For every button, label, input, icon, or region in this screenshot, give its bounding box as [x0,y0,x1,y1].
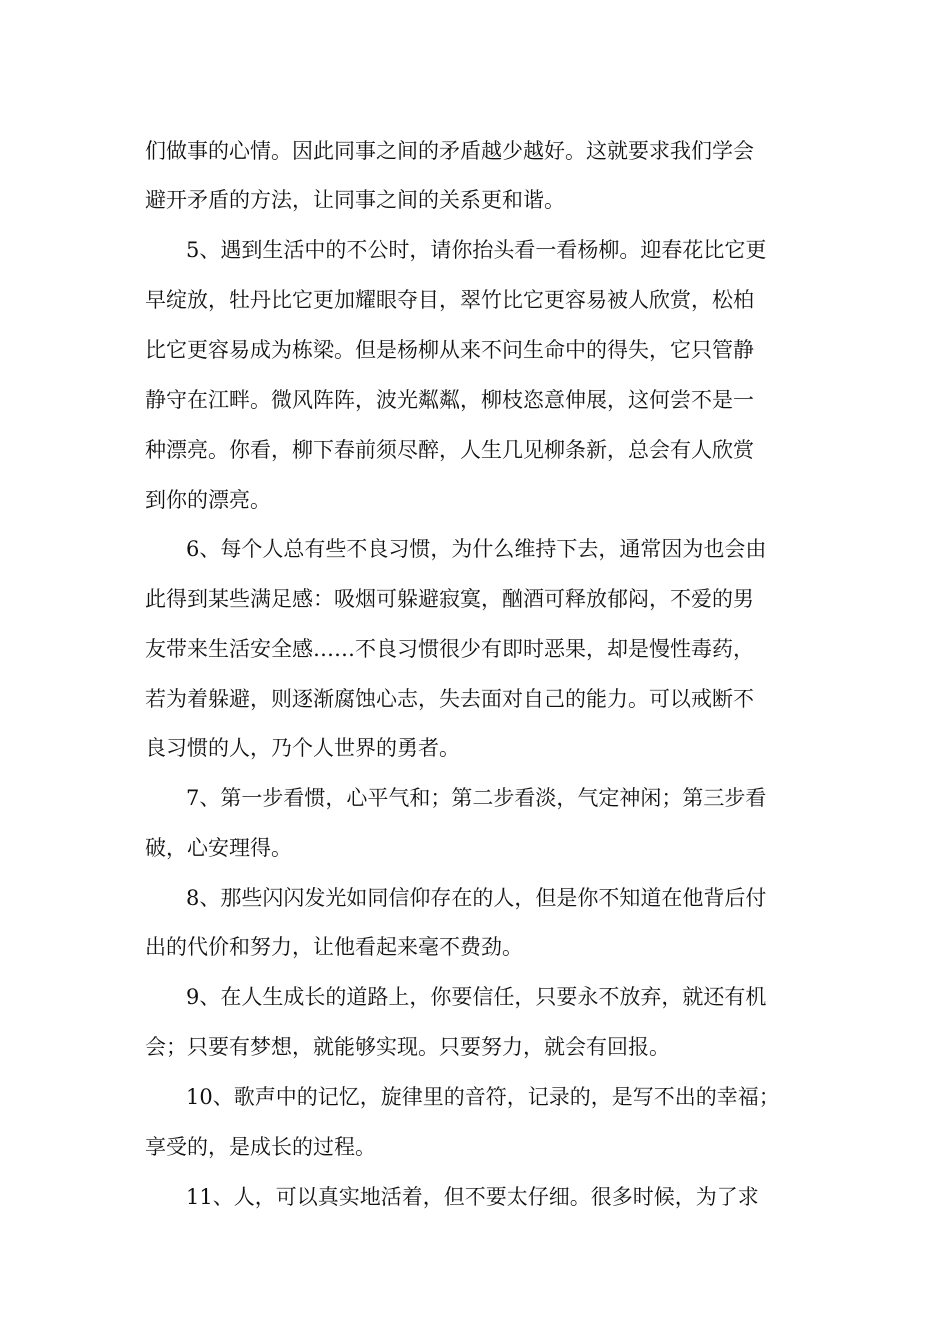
paragraph-5-line: 5、遇到生活中的不公时，请你抬头看一看杨柳。迎春花比它更 [186,238,767,262]
text-line: 会；只要有梦想，就能够实现。只要努力，就会有回报。 [145,1035,670,1059]
text-line: 种漂亮。你看，柳下春前须尽醉，人生几见柳条新，总会有人欣赏 [145,438,754,462]
text-line: 友带来生活安全感……不良习惯很少有即时恶果，却是慢性毒药， [145,637,754,661]
text-line: 破，心安理得。 [145,836,292,860]
text-line: 若为着躲避，则逐渐腐蚀心志，失去面对自己的能力。可以戒断不 [145,687,754,711]
paragraph-9-line: 9、在人生成长的道路上，你要信任，只要永不放弃，就还有机 [186,985,767,1009]
paragraph-6-line: 6、每个人总有些不良习惯，为什么维持下去，通常因为也会由 [186,537,767,561]
text-line: 此得到某些满足感：吸烟可躲避寂寞，酗酒可释放郁闷，不爱的男 [145,587,754,611]
text-line: 享受的，是成长的过程。 [145,1135,376,1159]
text-line: 比它更容易成为栋梁。但是杨柳从来不问生命中的得失，它只管静 [145,338,754,362]
paragraph-7-line: 7、第一步看惯，心平气和；第二步看淡，气定神闲；第三步看 [186,786,767,810]
text-line: 避开矛盾的方法，让同事之间的关系更和谐。 [145,188,565,212]
text-line: 早绽放，牡丹比它更加耀眼夺目，翠竹比它更容易被人欣赏，松柏 [145,288,754,312]
text-line: 良习惯的人，乃个人世界的勇者。 [145,736,460,760]
paragraph-8-line: 8、那些闪闪发光如同信仰存在的人，但是你不知道在他背后付 [186,886,767,910]
text-line: 们做事的心情。因此同事之间的矛盾越少越好。这就要求我们学会 [145,139,754,163]
paragraph-11-line: 11、人，可以真实地活着，但不要太仔细。很多时候，为了求 [186,1185,759,1209]
paragraph-10-line: 10、歌声中的记忆，旋律里的音符，记录的，是写不出的幸福； [186,1085,780,1109]
text-line: 到你的漂亮。 [145,488,271,512]
text-line: 静守在江畔。微风阵阵，波光粼粼，柳枝恣意伸展，这何尝不是一 [145,388,754,412]
text-line: 出的代价和努力，让他看起来毫不费劲。 [145,935,523,959]
